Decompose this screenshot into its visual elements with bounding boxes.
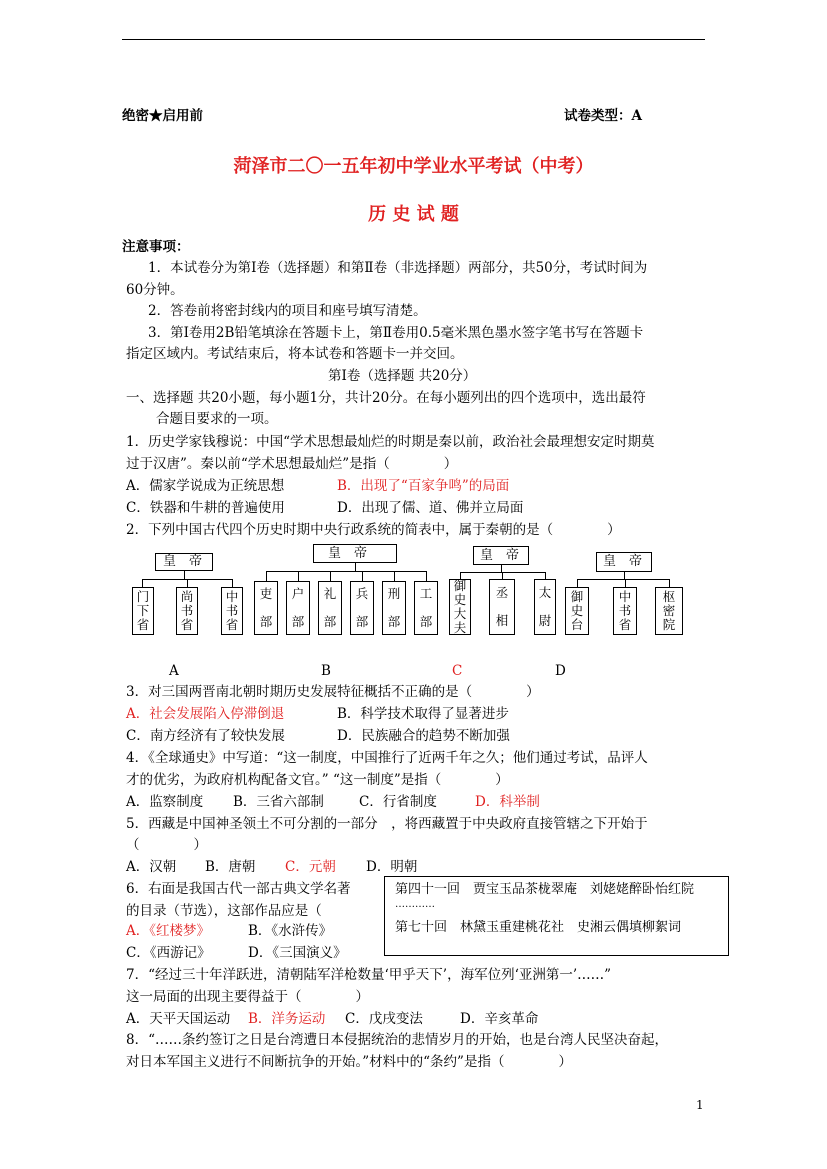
subject-title: 历 史 试 题 xyxy=(368,204,459,225)
diagram-label-d: D xyxy=(555,663,566,679)
q5-option-d: D．明朝 xyxy=(366,859,418,875)
q8-stem: 8．“……条约签订之日是台湾遭日本侵据统治的悲情岁月的开始，也是台湾人民坚决奋起， xyxy=(126,1032,668,1048)
q5-stem-cont: （ ） xyxy=(126,837,207,853)
q6-option-a: A．《红楼梦》 xyxy=(126,923,210,939)
section1-instructions: 一、选择题 共20小题，每小题1分，共计20分。在每小题列出的四个选项中，选出最符 xyxy=(126,390,646,406)
diagram-d-emperor: 皇 帝 xyxy=(603,554,643,569)
q4-option-a: A．监察制度 xyxy=(126,794,204,810)
page-number: 1 xyxy=(696,1098,704,1112)
diagram-d-box-3: 枢 密 院 xyxy=(655,587,683,635)
diagram-a-box-3: 中 书 省 xyxy=(221,587,243,635)
chapter-41: 第四十一回 贾宝玉品茶栊翠庵 刘姥姥醉卧怡红院 xyxy=(395,882,695,897)
q7-option-a: A．天平天国运动 xyxy=(126,1011,231,1027)
q7-option-c: C．戊戌变法 xyxy=(345,1011,423,1027)
q2-stem: 2．下列中国古代四个历史时期中央行政系统的简表中，属于秦朝的是（ ） xyxy=(126,522,621,538)
chapter-list-box xyxy=(384,876,729,956)
q1-stem: 1．历史学家钱穆说：中国“学术思想最灿烂的时期是秦以前，政治社会最理想安定时期莫 xyxy=(126,434,655,450)
confidential-label: 绝密★启用前 xyxy=(122,108,203,124)
diagram-b-box-4: 兵 部 xyxy=(350,581,374,635)
diagram-a-box-1: 门 下 省 xyxy=(132,587,154,635)
note-2: 2．答卷前将密封线内的项目和座号填写清楚。 xyxy=(148,303,427,319)
part1-heading: 第Ⅰ卷（选择题 共20分） xyxy=(328,368,477,384)
diagram-label-b: B xyxy=(321,663,331,679)
diagram-d-box-1: 御 史 台 xyxy=(565,587,589,635)
paper-type-label: 试卷类型：A xyxy=(564,108,642,124)
q1-option-b: B．出现了“百家争鸣”的局面 xyxy=(337,478,510,494)
q3-option-c: C．南方经济有了较快发展 xyxy=(126,728,285,744)
q1-stem-cont: 过于汉唐”。秦以前“学术思想最灿烂”是指（ ） xyxy=(126,456,458,472)
q3-option-a: A．社会发展陷入停滞倒退 xyxy=(126,706,285,722)
q3-option-b: B．科学技术取得了显著进步 xyxy=(337,706,509,722)
section1-instructions-cont: 合题目要求的一项。 xyxy=(156,411,278,427)
notes-heading: 注意事项： xyxy=(122,239,190,255)
diagram-a-emperor: 皇 帝 xyxy=(163,554,203,569)
q6-option-b: B．《水浒传》 xyxy=(248,923,333,939)
q1-option-a: A．儒家学说成为正统思想 xyxy=(126,478,285,494)
q4-stem-cont: 才的优劣，为政府机构配备文官。” “这一制度”是指（ ） xyxy=(126,772,509,788)
note-3-cont: 指定区域内。考试结束后，将本试卷和答题卡一并交回。 xyxy=(126,346,464,362)
q7-stem: 7．“经过三十年洋跃进，清朝陆军洋枪数量‘甲乎天下’，海军位列‘亚洲第一’……” xyxy=(126,967,612,983)
diagram-d-box-2: 中 书 省 xyxy=(613,587,637,635)
chapter-70: 第七十回 林黛玉重建桃花社 史湘云偶填柳絮词 xyxy=(395,920,682,935)
diagram-label-c: C xyxy=(452,663,463,679)
diagram-b-box-1: 吏 部 xyxy=(254,581,278,635)
q1-option-c: C．铁器和牛耕的普遍使用 xyxy=(126,500,285,516)
diagram-b-box-2: 户 部 xyxy=(286,581,310,635)
q5-option-b: B．唐朝 xyxy=(205,859,256,875)
q4-option-c: C．行省制度 xyxy=(359,794,437,810)
diagram-b-box-5: 刑 部 xyxy=(382,581,406,635)
chapter-ellipsis: ………… xyxy=(395,899,435,910)
q1-option-d: D．出现了儒、道、佛并立局面 xyxy=(337,500,524,516)
q5-stem: 5．西藏是中国神圣领土不可分割的一部分 ，将西藏置于中央政府直接管辖之下开始于 xyxy=(126,816,648,832)
diagram-b-box-3: 礼 部 xyxy=(318,581,342,635)
diagram-c-box-3: 太 尉 xyxy=(534,579,556,635)
diagram-label-a: A xyxy=(169,663,179,679)
diagram-a-box-2: 尚 书 省 xyxy=(176,587,198,635)
q7-stem-cont: 这一局面的出现主要得益于（ ） xyxy=(126,989,369,1005)
q7-option-b: B．洋务运动 xyxy=(248,1011,326,1027)
diagram-b-emperor: 皇 帝 xyxy=(328,546,368,561)
q6-option-c: C．《西游记》 xyxy=(126,945,211,961)
q8-stem-cont: 对日本军国主义进行不间断抗争的开始。”材料中的“条约”是指（ ） xyxy=(126,1054,572,1070)
note-3: 3．第Ⅰ卷用2B铅笔填涂在答题卡上，第Ⅱ卷用0.5毫米黑色墨水签字笔书写在答题卡 xyxy=(148,325,644,341)
diagram-b-box-6: 工 部 xyxy=(414,581,438,635)
q3-stem: 3．对三国两晋南北朝时期历史发展特征概括不正确的是（ ） xyxy=(126,684,540,700)
exam-title: 菏泽市二〇一五年初中学业水平考试（中考） xyxy=(233,156,594,177)
q6-stem-cont: 的目录（节选），这部作品应是（ xyxy=(126,903,322,919)
q6-stem: 6．右面是我国古代一部古典文学名著 xyxy=(126,881,351,897)
q3-option-d: D．民族融合的趋势不断加强 xyxy=(337,728,510,744)
q5-option-a: A．汉朝 xyxy=(126,859,177,875)
q6-option-d: D．《三国演义》 xyxy=(248,945,347,961)
q4-option-d: D．科举制 xyxy=(475,794,540,810)
diagram-c-emperor: 皇 帝 xyxy=(480,548,520,563)
q4-option-b: B．三省六部制 xyxy=(233,794,324,810)
q5-option-c: C．元朝 xyxy=(285,859,336,875)
note-1-cont: 60分钟。 xyxy=(126,282,184,298)
q7-option-d: D．辛亥革命 xyxy=(460,1011,539,1027)
top-rule xyxy=(122,39,705,40)
diagram-c-box-1: 御 史 大 夫 xyxy=(449,579,471,635)
diagram-c-box-2: 丞 相 xyxy=(489,579,515,635)
q4-stem: 4．《全球通史》中写道：“这一制度，中国推行了近两千年之久；他们通过考试，品评人 xyxy=(126,750,648,766)
note-1: 1．本试卷分为第Ⅰ卷（选择题）和第Ⅱ卷（非选择题）两部分，共50分，考试时间为 xyxy=(148,260,648,276)
